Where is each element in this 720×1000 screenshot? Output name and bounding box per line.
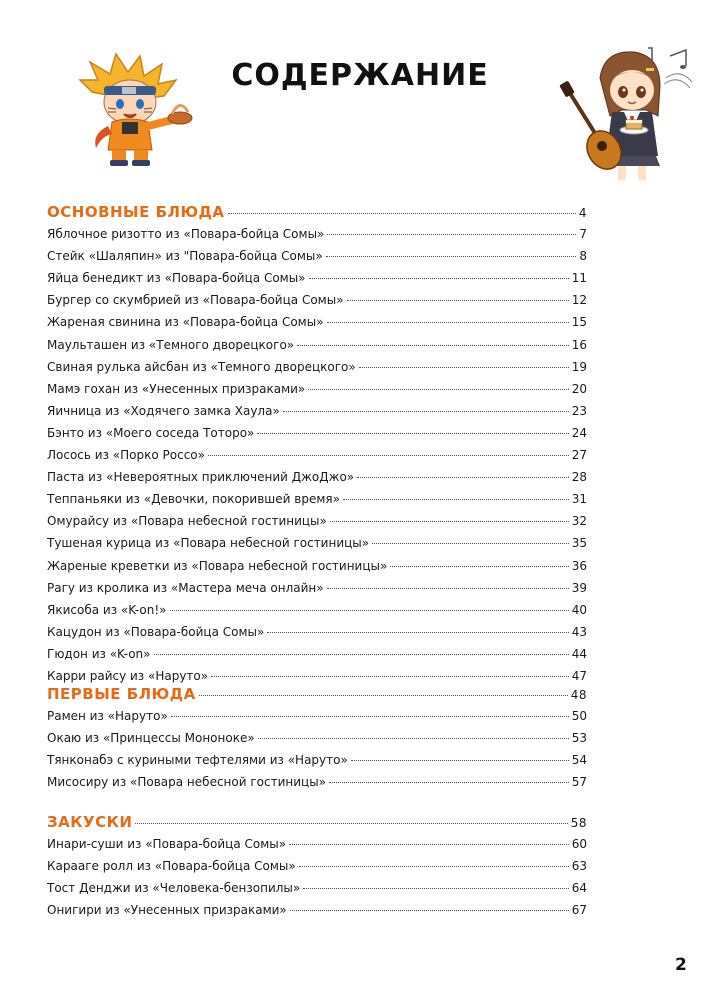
page-number: 2 [675, 955, 687, 975]
toc-entry-page: 8 [579, 249, 587, 264]
leader-dots [357, 477, 569, 478]
leader-dots [372, 543, 569, 544]
toc-entry-page: 43 [571, 624, 587, 639]
toc-entry[interactable] [47, 599, 587, 621]
toc-entry[interactable] [47, 727, 587, 749]
leader-dots [351, 760, 569, 761]
toc-entry-title: Омурайсу из «Повара небесной гостиницы» [47, 514, 327, 529]
leader-dots [257, 433, 568, 434]
toc-entry-page: 36 [571, 558, 587, 573]
toc-entry-page: 23 [571, 403, 587, 418]
toc-entry-title: Лосось из «Порко Россо» [47, 448, 205, 463]
toc-entry[interactable] [47, 356, 587, 378]
toc-entry[interactable] [47, 532, 587, 554]
leader-dots [267, 632, 568, 633]
leader-dots [308, 389, 568, 390]
section-heading-page: 48 [570, 688, 587, 702]
toc-entry-title: Инари-суши из «Повара-бойца Сомы» [47, 837, 287, 852]
toc-entry-title: Стейк «Шаляпин» из "Повара-бойца Сомы» [47, 249, 323, 264]
toc-entry-title: Теппаньяки из «Девочки, покорившей время» [47, 492, 340, 507]
leader-dots [199, 695, 568, 696]
toc-entry-page: 28 [571, 470, 587, 485]
toc-entry-page: 44 [571, 646, 587, 661]
toc-entry[interactable] [47, 488, 587, 510]
section-heading-page: 4 [578, 206, 587, 220]
leader-dots [327, 322, 569, 323]
leader-dots [135, 823, 567, 824]
leader-dots [309, 278, 569, 279]
toc-section-first [47, 683, 587, 793]
toc-entry-page: 54 [571, 753, 587, 768]
toc-entry-title: Жареная свинина из «Повара-бойца Сомы» [47, 315, 324, 330]
toc-entry-title: Тушеная курица из «Повара небесной гостиницы» [47, 536, 370, 551]
toc-entry-title: Гюдон из «K-on» [47, 646, 151, 661]
leader-dots [258, 738, 569, 739]
toc-section-main [47, 201, 587, 687]
toc-entry-title: Тост Денджи из «Человека-бензопилы» [47, 881, 301, 896]
toc-entry-page: 32 [571, 514, 587, 529]
toc-entry-page: 47 [571, 668, 587, 683]
leader-dots [327, 588, 569, 589]
leader-dots [297, 345, 569, 346]
toc-entry[interactable] [47, 577, 587, 599]
leader-dots [171, 716, 569, 717]
toc-entry[interactable] [47, 422, 587, 444]
toc-entry[interactable] [47, 643, 587, 665]
leader-dots [228, 213, 576, 214]
toc-entry-title: Тянконабэ с куриными тефтелями из «Наруто» [47, 753, 348, 768]
toc-entry-title: Паста из «Невероятных приключений ДжоДжо» [47, 470, 355, 485]
toc-entry[interactable] [47, 378, 587, 400]
section-heading-label: ЗАКУСКИ [47, 813, 133, 831]
toc-entry[interactable] [47, 444, 587, 466]
section-heading-page: 58 [570, 816, 587, 830]
toc-entry[interactable] [47, 621, 587, 643]
toc-entry[interactable] [47, 771, 587, 793]
toc-entry-title: Мамэ гохан из «Унесенных призраками» [47, 381, 306, 396]
toc-entry-page: 63 [571, 859, 587, 874]
leader-dots [290, 910, 569, 911]
toc-entry-page: 16 [571, 337, 587, 352]
toc-entry[interactable] [47, 510, 587, 532]
toc-entry-title: Онигири из «Унесенных призраками» [47, 903, 287, 918]
toc-entry-page: 31 [571, 492, 587, 507]
toc-entry-page: 20 [571, 381, 587, 396]
toc-entry-page: 39 [571, 580, 587, 595]
toc-entry-page: 67 [571, 903, 587, 918]
toc-section-snacks [47, 811, 587, 921]
toc-entry[interactable] [47, 705, 587, 727]
toc-entry[interactable] [47, 466, 587, 488]
toc-entry-page: 15 [571, 315, 587, 330]
toc-entry[interactable] [47, 855, 587, 877]
toc-entry-page: 24 [571, 425, 587, 440]
toc-entry-title: Яичница из «Ходячего замка Хаула» [47, 403, 280, 418]
toc-entry-page: 12 [571, 293, 587, 308]
leader-dots [208, 455, 569, 456]
leader-dots [326, 256, 577, 257]
leader-dots [211, 676, 569, 677]
toc-entry[interactable] [47, 311, 587, 333]
toc-entry[interactable] [47, 877, 587, 899]
toc-entry-page: 53 [571, 731, 587, 746]
toc-entry[interactable] [47, 289, 587, 311]
toc-entry-page: 57 [571, 775, 587, 790]
toc-entry-title: Карааге ролл из «Повара-бойца Сомы» [47, 859, 296, 874]
toc-entry[interactable] [47, 334, 587, 356]
leader-dots [327, 234, 576, 235]
section-heading-label: ОСНОВНЫЕ БЛЮДА [47, 203, 225, 221]
leader-dots [343, 499, 569, 500]
leader-dots [289, 844, 569, 845]
toc-entry-title: Яйца бенедикт из «Повара-бойца Сомы» [47, 271, 306, 286]
section-heading-main[interactable] [47, 201, 587, 223]
toc-entry-title: Мисосиру из «Повара небесной гостиницы» [47, 775, 327, 790]
toc-entry-title: Рагу из кролика из «Мастера меча онлайн» [47, 580, 324, 595]
toc-entry-title: Жареные креветки из «Повара небесной гостиницы» [47, 558, 388, 573]
toc-entry-page: 11 [571, 271, 587, 286]
leader-dots [347, 300, 569, 301]
leader-dots [359, 367, 569, 368]
toc-entry-title: Бэнто из «Моего соседа Тоторо» [47, 425, 255, 440]
toc-entry-title: Карри райсу из «Наруто» [47, 668, 209, 683]
toc-entry-title: Яблочное ризотто из «Повара-бойца Сомы» [47, 227, 325, 242]
leader-dots [283, 411, 569, 412]
toc-entry-title: Якисоба из «K-on!» [47, 602, 167, 617]
leader-dots [299, 866, 569, 867]
toc-entry-page: 60 [571, 837, 587, 852]
page-title: СОДЕРЖАНИЕ [231, 58, 489, 93]
toc-entry-title: Бургер со скумбрией из «Повара-бойца Сомы» [47, 293, 344, 308]
toc-entry-page: 40 [571, 602, 587, 617]
toc-entry-title: Свиная рулька айсбан из «Темного дворецкого» [47, 359, 356, 374]
toc-entry[interactable] [47, 555, 587, 577]
section-heading-first[interactable] [47, 683, 587, 705]
toc-entry[interactable] [47, 749, 587, 771]
leader-dots [330, 521, 569, 522]
leader-dots [390, 566, 568, 567]
toc-entry-page: 7 [579, 227, 587, 242]
toc-entry-title: Рамен из «Наруто» [47, 709, 168, 724]
toc-entry-page: 19 [571, 359, 587, 374]
toc-entry-page: 50 [571, 709, 587, 724]
leader-dots [154, 654, 569, 655]
toc-entry[interactable] [47, 400, 587, 422]
section-heading-snacks[interactable] [47, 811, 587, 833]
toc-entry-page: 64 [571, 881, 587, 896]
leader-dots [303, 888, 568, 889]
toc-entry[interactable] [47, 899, 587, 921]
toc-entry-title: Маульташен из «Темного дворецкого» [47, 337, 295, 352]
toc-entry[interactable] [47, 245, 587, 267]
toc-entry-page: 27 [571, 448, 587, 463]
leader-dots [329, 782, 569, 783]
leader-dots [170, 610, 569, 611]
toc-entry-title: Окаю из «Принцессы Мононоке» [47, 731, 255, 746]
toc-entry[interactable] [47, 267, 587, 289]
section-heading-label: ПЕРВЫЕ БЛЮДА [47, 685, 196, 703]
toc-entry[interactable] [47, 833, 587, 855]
toc-entry[interactable] [47, 223, 587, 245]
toc-entry-page: 35 [571, 536, 587, 551]
toc-entry-title: Кацудон из «Повара-бойца Сомы» [47, 624, 265, 639]
